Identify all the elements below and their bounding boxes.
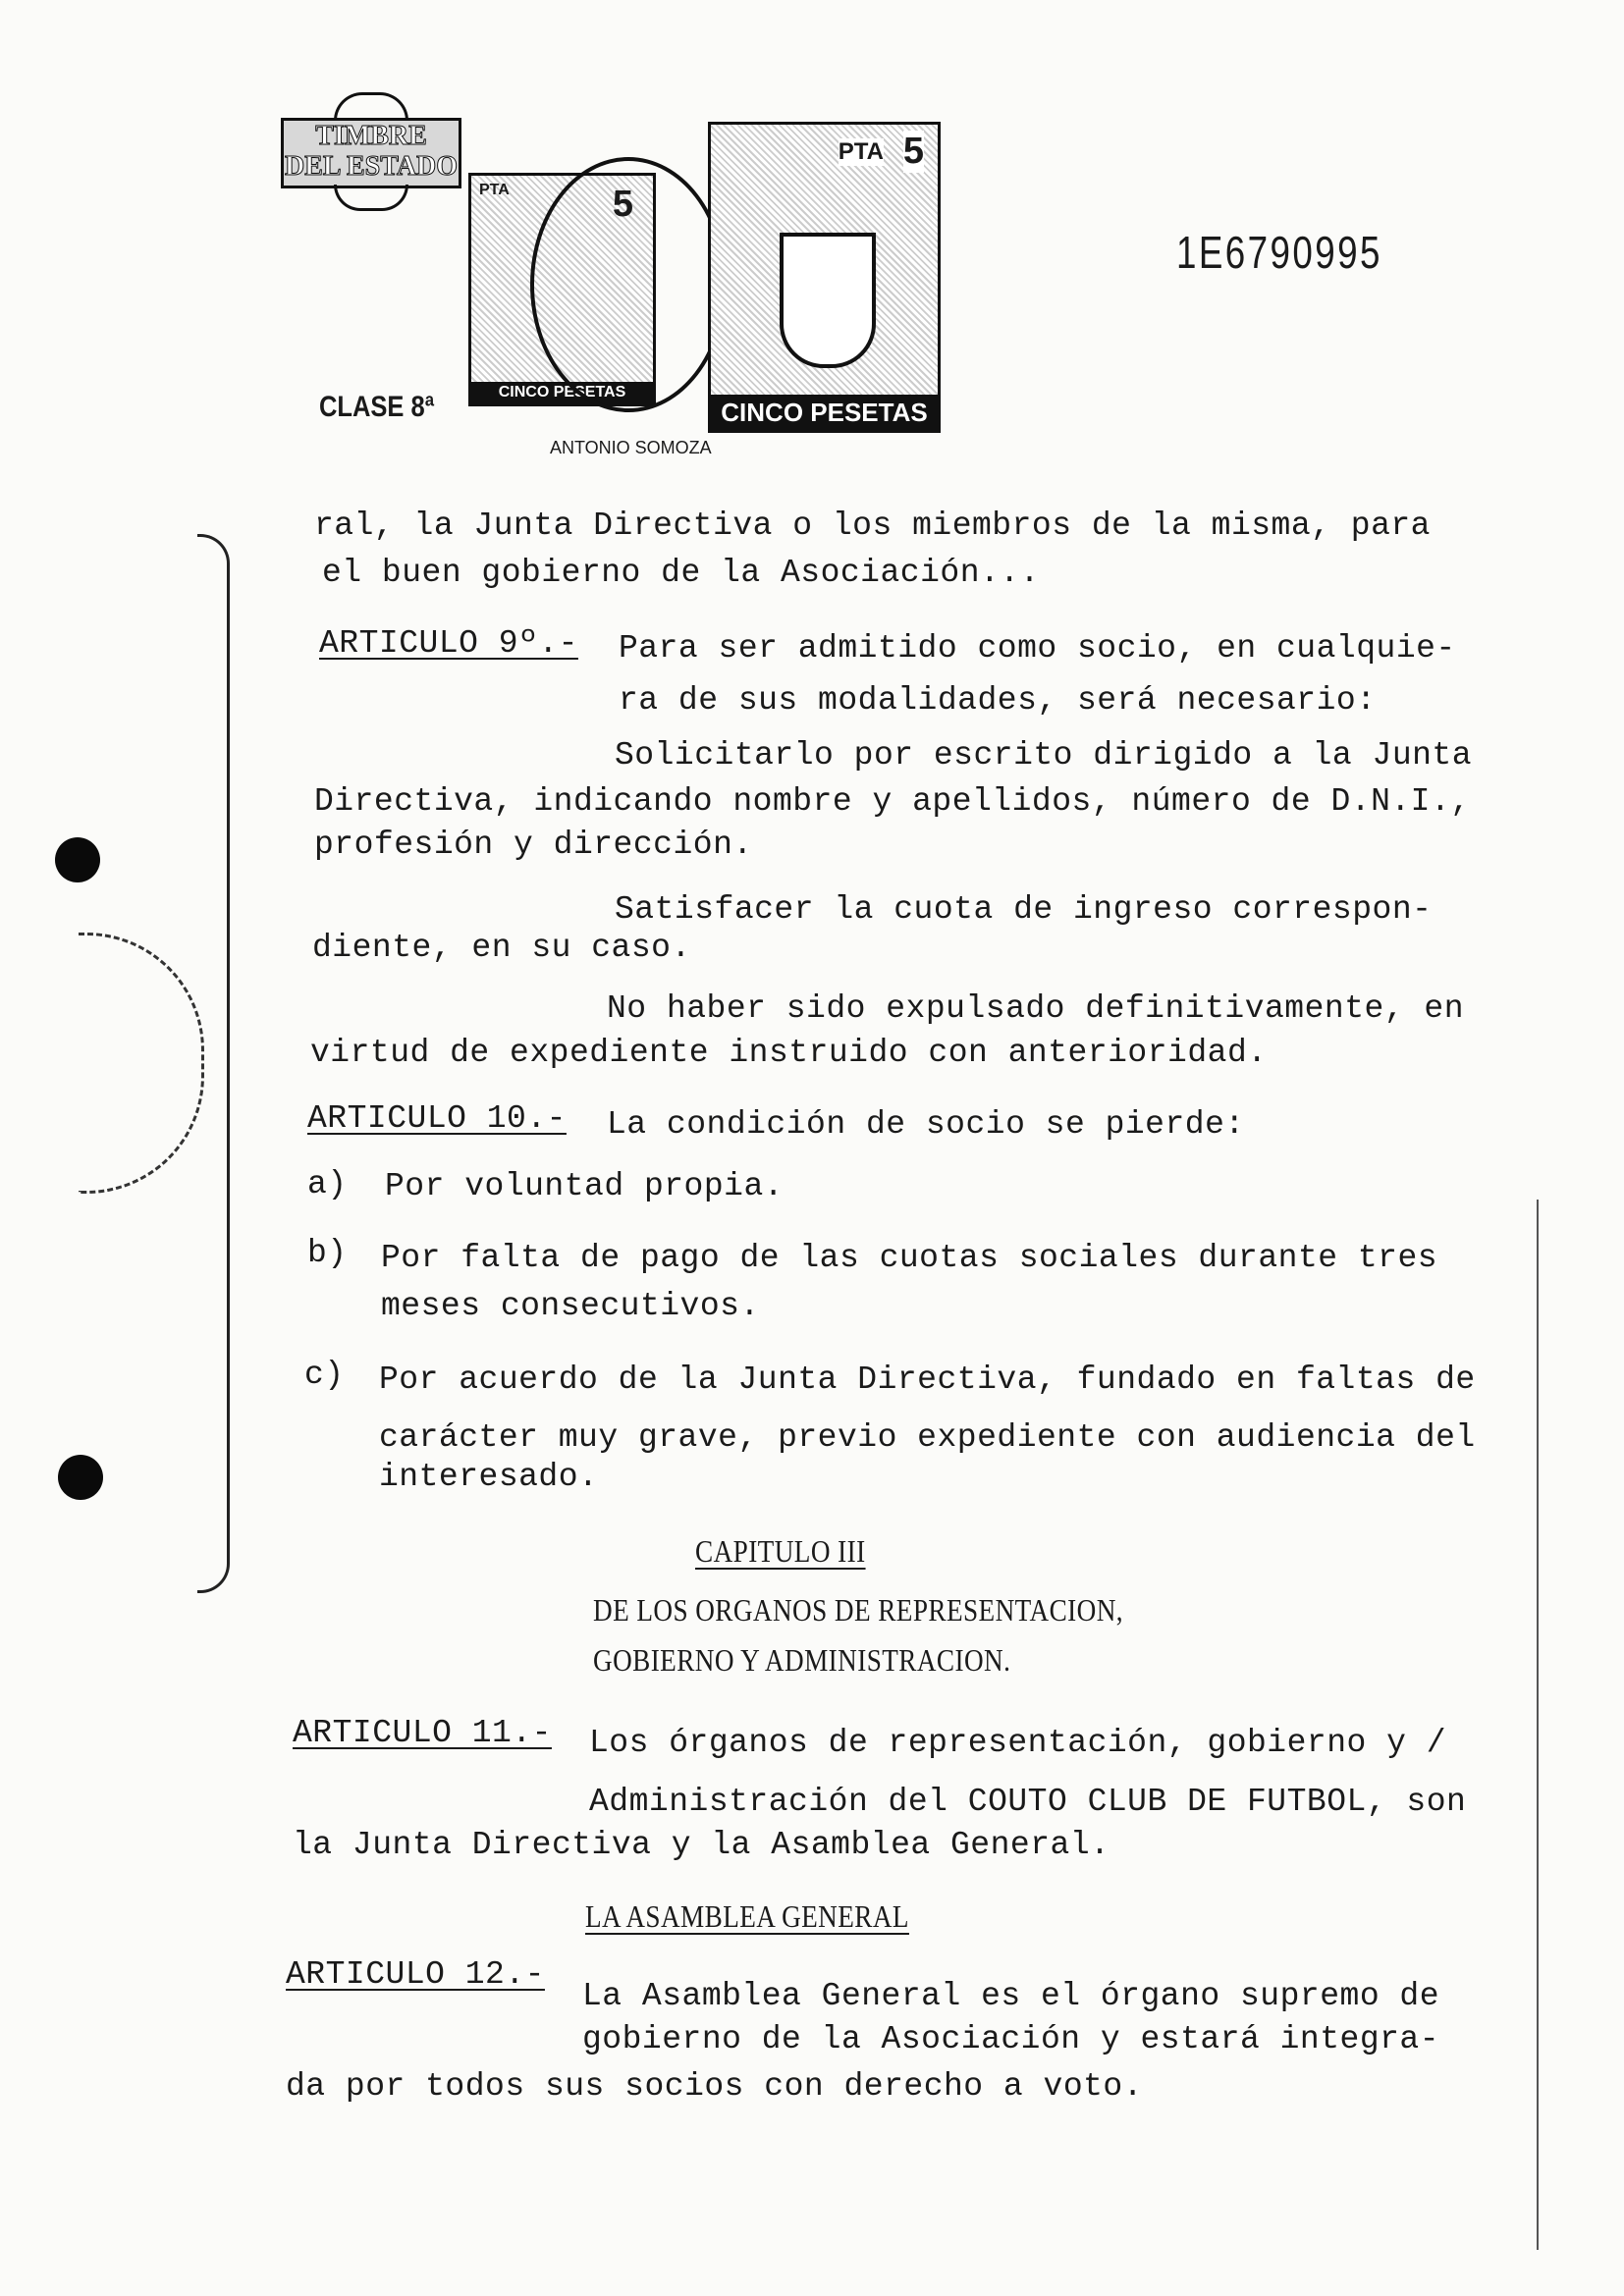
text-line: La Asamblea General es el órgano supremo de: [582, 1978, 1440, 2014]
punch-hole: [58, 1455, 103, 1500]
article-10-heading: ARTICULO 10.-: [307, 1100, 567, 1137]
text-line: ra de sus modalidades, será necesario:: [619, 682, 1377, 719]
serial-number: 1E6790995: [1176, 227, 1382, 278]
margin-seal: [79, 933, 204, 1194]
text-line: Los órganos de representación, gobierno y /: [589, 1725, 1447, 1761]
list-marker: a): [307, 1166, 348, 1202]
text-line: Directiva, indicando nombre y apellidos, número de D.N.I.,: [314, 783, 1471, 820]
right-margin-line: [1537, 1200, 1539, 2250]
clase-label: CLASE 8ª: [319, 391, 435, 423]
stamp-pta: PTA: [838, 138, 884, 165]
chapter-title: DE LOS ORGANOS DE REPRESENTACION,: [593, 1592, 1124, 1628]
stamp-band: CINCO PESETAS: [471, 382, 653, 403]
list-marker: c): [304, 1357, 345, 1393]
stamp-pta: PTA: [479, 182, 510, 198]
text-line: el buen gobierno de la Asociación...: [322, 555, 1040, 591]
text-line: gobierno de la Asociación y estará integra-: [582, 2021, 1440, 2057]
timbre-line1: TIMBRE: [315, 121, 427, 151]
timbre-del-estado-emblem: [275, 90, 462, 212]
text-line: profesión y dirección.: [314, 827, 753, 863]
stamp-band: CINCO PESETAS: [711, 395, 938, 430]
timbre-line2: DEL ESTADO: [284, 151, 459, 182]
section-heading: LA ASAMBLEA GENERAL: [585, 1898, 909, 1934]
text-line: virtud de expediente instruido con anterioridad.: [310, 1035, 1268, 1071]
article-11-heading: ARTICULO 11.-: [293, 1715, 552, 1751]
text-line: Administración del COUTO CLUB DE FUTBOL, son: [589, 1784, 1467, 1820]
five-peseta-stamp-large: [708, 122, 941, 433]
text-line: La condición de socio se pierde:: [607, 1106, 1245, 1143]
text-line: Solicitarlo por escrito dirigido a la Junta: [615, 737, 1473, 774]
text-line: Satisfacer la cuota de ingreso correspon-: [615, 891, 1433, 928]
seal-text: ANTONIO SOMOZA: [550, 438, 712, 457]
coat-of-arms-icon: [780, 233, 876, 368]
text-line: la Junta Directiva y la Asamblea General.: [293, 1827, 1110, 1863]
text-line: ral, la Junta Directiva o los miembros de la misma, para: [314, 507, 1431, 544]
text-line: da por todos sus socios con derecho a voto.: [286, 2068, 1144, 2105]
text-line: Para ser admitido como socio, en cualquie-: [619, 630, 1456, 667]
text-line: diente, en su caso.: [312, 930, 691, 966]
chapter-heading: CAPITULO III: [695, 1533, 866, 1569]
round-seal: [530, 157, 727, 412]
list-marker: b): [307, 1235, 348, 1271]
punch-hole: [55, 837, 100, 882]
stamp-value: 5: [902, 131, 924, 172]
text-line: Por falta de pago de las cuotas sociales durante tres: [381, 1240, 1438, 1276]
article-12-heading: ARTICULO 12.-: [286, 1956, 545, 1993]
text-line: Por acuerdo de la Junta Directiva, fundado en faltas de: [379, 1362, 1476, 1398]
chapter-title: GOBIERNO Y ADMINISTRACION.: [593, 1642, 1011, 1678]
text-line: No haber sido expulsado definitivamente, en: [607, 990, 1465, 1027]
text-line: carácter muy grave, previo expediente con audiencia del: [379, 1419, 1476, 1456]
text-line: meses consecutivos.: [381, 1288, 760, 1324]
stamp-value: 5: [612, 184, 633, 225]
text-line: interesado.: [379, 1459, 599, 1495]
article-9-heading: ARTICULO 9º.-: [319, 625, 578, 662]
text-line: Por voluntad propia.: [385, 1168, 785, 1204]
